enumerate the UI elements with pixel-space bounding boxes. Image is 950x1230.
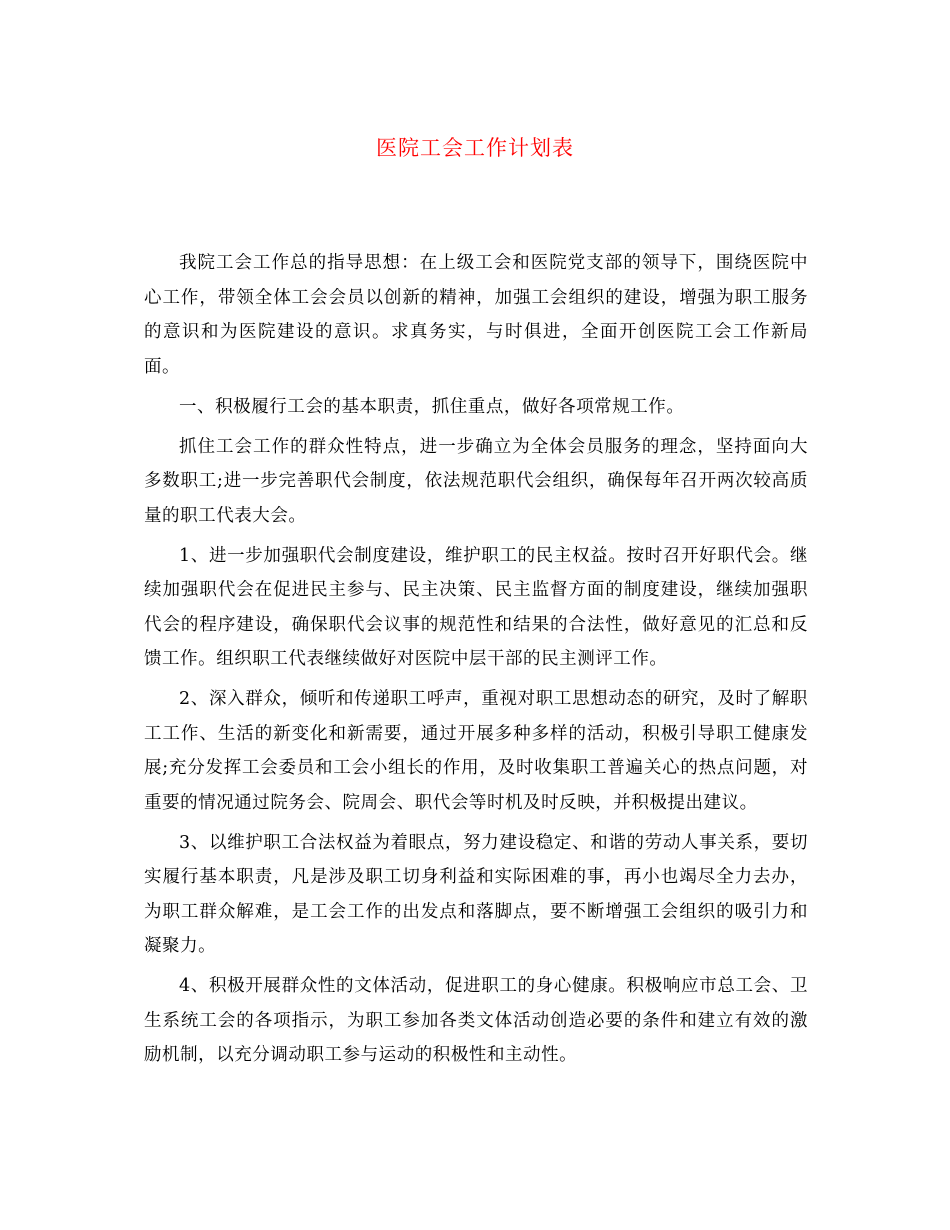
document-body — [144, 246, 808, 1078]
paragraph-item-1: 1、进一步加强职代会制度建设，维护职工的民主权益。按时召开好职代会。继续加强职代会在促进民主参与、民主决策、民主监督方面的制度建设，继续加强职代会的程序建设，确保职代会议事的规范性和结果的合法性，做好意见的汇总和反馈工作。组织职工代表继续做好对医院中层干部的民主测评工作。 — [144, 545, 808, 669]
document-title: 医院工会工作计划表 — [376, 136, 574, 160]
paragraph-guiding-ideology: 我院工会工作总的指导思想：在上级工会和医院党支部的领导下，围绕医院中心工作，带领全体工会会员以创新的精神，加强工会组织的建设，增强为职工服务的意识和为医院建设的意识。求真务实，与时俱进，全面开创医院工会工作新局面。 — [144, 253, 808, 377]
paragraph-item-3: 3、以维护职工合法权益为着眼点，努力建设稳定、和谐的劳动人事关系，要切实履行基本职责，凡是涉及职工切身利益和实际困难的事，再小也竭尽全力去办，为职工群众解难，是工会工作的出发点和落脚点，要不断增强工会组织的吸引力和凝聚力。 — [144, 832, 808, 956]
paragraph-section-heading-1: 一、积极履行工会的基本职责，抓住重点，做好各项常规工作。 — [179, 396, 685, 417]
paragraph-mass-character: 抓住工会工作的群众性特点，进一步确立为全体会员服务的理念，坚持面向大多数职工;进一步完善职代会制度，依法规范职代会组织，确保每年召开两次较高质量的职工代表大会。 — [144, 436, 808, 526]
paragraph-item-4: 4、积极开展群众性的文体活动，促进职工的身心健康。积极响应市总工会、卫生系统工会的各项指示，为职工参加各类文体活动创造必要的条件和建立有效的激励机制，以充分调动职工参与运动的积极性和主动性。 — [144, 976, 808, 1065]
paragraph-item-2: 2、深入群众，倾听和传递职工呼声，重视对职工思想动态的研究，及时了解职工工作、生活的新变化和新需要，通过开展多种多样的活动，积极引导职工健康发展;充分发挥工会委员和工会小组长的作用，及时收集职工普遍关心的热点问题，对重要的情况通过院务会、院周会、职代会等时机及时反映，并积极提出建议。 — [144, 689, 808, 813]
